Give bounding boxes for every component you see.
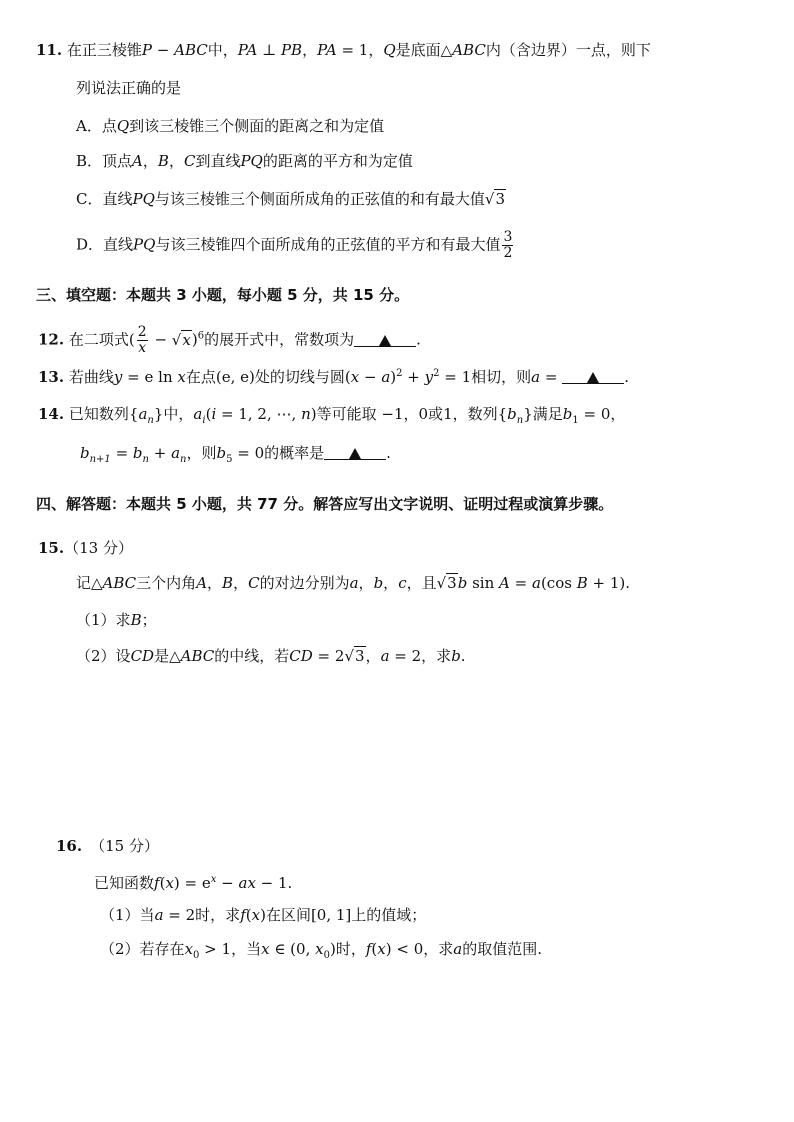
q12: 12. 在二项式( $\frac{2}{x}$ − √x)$^6$的展开式中，常数项为 . (38, 324, 421, 356)
q15-header: 15.（13 分） (38, 539, 133, 557)
q14-line1: 14. 已知数列$\{a_n\}$中，$a_i(i = 1$, 2, ⋯, n)等可能取 −1，0或1，数列$\{b_n\}$满足$b_1 = 0$， (38, 405, 626, 426)
q11-option-c: C．直线PQ与该三棱锥三个侧面所成角的正弦值的和有最大值√3 (76, 190, 506, 208)
section-3-heading: 三、填空题：本题共 3 小题，每小题 5 分，共 15 分。 (36, 286, 410, 304)
q11-stem: 11. 在正三棱锥P − ABC中，PA ⊥ PB，PA = 1，Q是底面△ABC内（含边界）一点，则下 (36, 41, 651, 59)
q13-answer-blank[interactable] (562, 367, 624, 384)
q11-number: 11. (36, 41, 63, 59)
q11-option-b: B．顶点A，B，C到直线PQ的距离的平方和为定值 (76, 152, 413, 170)
q15-part1: （1）求B； (76, 611, 157, 629)
q11-option-a: A．点Q到该三棱锥三个侧面的距离之和为定值 (76, 117, 385, 135)
q14-line2: $b_{n+1} = b_n + a_n$，则$b_5 = 0$的概率是 . (80, 444, 391, 465)
q11-option-d: D．直线PQ与该三棱锥四个面所成角的正弦值的平方和有最大值 $\frac{3}{2}$ (76, 229, 513, 261)
q12-answer-blank[interactable] (354, 330, 416, 347)
q11-stem-line2: 列说法正确的是 (76, 79, 182, 97)
q16-part2: （2）若存在$x_0 > 1$，当x ∈ (0, $x_0$)时，f(x) < 0，求a的取值范围. (100, 940, 542, 961)
triangle-icon (587, 372, 599, 383)
q16-part1: （1）当a = 2时，求f(x)在区间[0, 1]上的值域； (100, 906, 427, 924)
q16-intro: 已知函数$f(x) = e^x$ − ax − 1. (94, 874, 293, 892)
q13: 13. 若曲线y = e ln x在点(e, e)处的切线与圆$(x - a)^2 + y^2 = 1$相切，则a = . (38, 368, 629, 386)
triangle-icon (379, 335, 391, 346)
q15-intro: 记△ABC三个内角A，B，C的对边分别为a，b，c，且√3b sin A = a(cos B + 1). (76, 574, 630, 592)
q16-header: 16. （15 分） (56, 837, 159, 855)
triangle-icon (349, 448, 361, 459)
section-4-heading: 四、解答题：本题共 5 小题，共 77 分。解答应写出文字说明、证明过程或演算步骤。 (36, 495, 614, 513)
q14-answer-blank[interactable] (324, 443, 386, 460)
q15-part2: （2）设CD是△ABC的中线，若CD = 2√3，a = 2，求b. (76, 647, 466, 665)
